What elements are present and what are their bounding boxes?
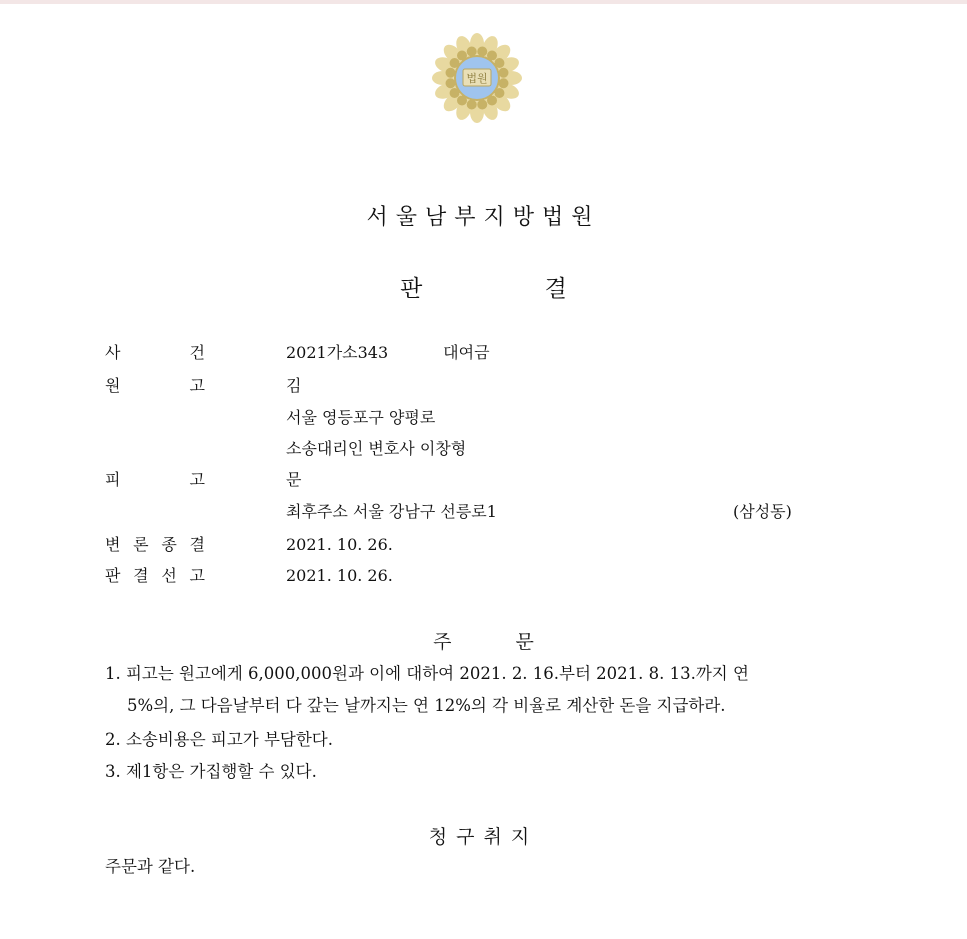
label-defendant-char: 피 [105,470,121,489]
order-item-1: 1. 피고는 원고에게 6,000,000원과 이에 대하여 2021. 2. 16.부터 2021. 8. 13.까지 연 [105,664,749,683]
label-defendant-char: 고 [189,470,205,489]
defendant-district: (삼성동) [733,502,792,521]
label-ruling-char: 고 [189,566,205,585]
label-closing [105,535,205,555]
top-border [0,0,967,4]
plaintiff-name: 김 [286,376,302,395]
label-defendant [105,470,205,490]
ruling-date: 2021. 10. 26. [286,566,393,585]
label-plaintiff-char: 원 [105,376,121,395]
order-title: 주 문 [433,631,534,653]
label-ruling [105,566,205,586]
order-item-1-cont: 5%의, 그 다음날부터 다 갚는 날까지는 연 12%의 각 비율로 계산한 돈을 지급하라. [127,696,726,715]
claim-text: 주문과 같다. [105,857,196,876]
label-closing-char: 변 [105,535,121,554]
emblem-inner-petal [498,78,508,88]
label-closing-char: 종 [161,535,177,554]
label-case [105,343,205,363]
plaintiff-address: 서울 영등포구 양평로 [286,408,436,427]
closing-date: 2021. 10. 26. [286,535,393,554]
label-ruling-char: 판 [105,566,121,585]
plaintiff-attorney: 소송대리인 변호사 이창형 [286,439,467,458]
court-emblem-icon [431,32,523,124]
label-closing-char: 결 [189,535,205,554]
emblem-inner-petal [477,47,487,57]
order-item-3: 3. 제1항은 가집행할 수 있다. [105,762,317,781]
emblem-inner-petal [446,68,456,78]
emblem-inner-petal [467,99,477,109]
label-case-char: 건 [189,343,205,362]
defendant-name: 문 [286,470,302,489]
label-plaintiff [105,376,205,396]
emblem-inner-petal [446,78,456,88]
label-ruling-char: 선 [161,566,177,585]
case-number: 2021가소343 대여금 [286,343,490,362]
emblem-inner-petal [477,99,487,109]
court-name: 서울남부지방법원 [366,205,601,230]
order-item-2: 2. 소송비용은 피고가 부담한다. [105,730,333,749]
label-plaintiff-char: 고 [189,376,205,395]
document-title: 판 결 [400,276,567,302]
case-subject: 대여금 [443,343,490,362]
claim-title: 청구취지 [428,826,539,848]
label-case-char: 사 [105,343,121,362]
emblem-inner-petal [467,47,477,57]
emblem-text: 법원 [466,72,488,85]
label-closing-char: 론 [133,535,149,554]
emblem-inner-petal [498,68,508,78]
label-ruling-char: 결 [133,566,149,585]
defendant-address: 최후주소 서울 강남구 선릉로1 [286,502,497,521]
